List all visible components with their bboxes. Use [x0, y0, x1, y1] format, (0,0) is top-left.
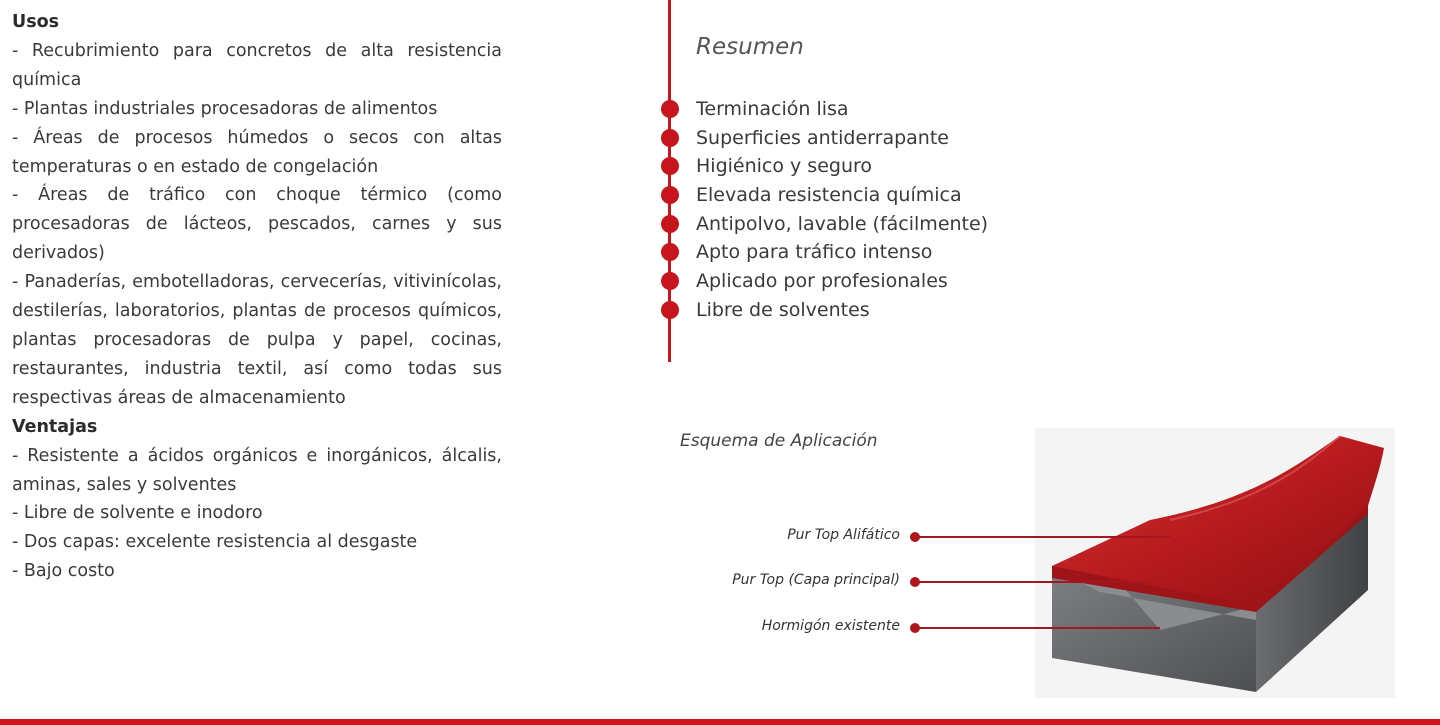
resumen-item-label: Libre de solventes	[696, 298, 870, 321]
resumen-item-label: Elevada resistencia química	[696, 184, 962, 207]
usos-heading: Usos	[12, 12, 60, 32]
label-top-coat: Pur Top Alifático	[787, 527, 900, 543]
usos-item: - Plantas industriales procesadoras de alimentos	[12, 98, 438, 119]
resumen-item-label: Apto para tráfico intenso	[696, 241, 933, 264]
resumen-item-label: Antipolvo, lavable (fácilmente)	[696, 212, 989, 235]
bottom-accent-bar	[0, 719, 1440, 725]
leader-dot-icon	[910, 623, 920, 633]
ventajas-heading: Ventajas	[12, 416, 98, 437]
esquema-title: Esquema de Aplicación	[680, 431, 878, 451]
usos-item: - Recubrimiento para concretos de alta resistencia química	[12, 40, 502, 90]
resumen-item-label: Aplicado por profesionales	[696, 270, 948, 293]
label-main-coat: Pur Top (Capa principal)	[732, 572, 900, 588]
resumen-item-label: Higiénico y seguro	[696, 155, 873, 178]
leader-dot-icon	[910, 532, 920, 542]
resumen-item-label: Superficies antiderrapante	[696, 126, 949, 149]
usos-item: - Áreas de procesos húmedos o secos con altas temperaturas o en estado de congelación	[12, 127, 502, 177]
label-concrete: Hormigón existente	[761, 618, 900, 634]
resumen-title: Resumen	[696, 34, 804, 60]
resumen-item-label: Terminación lisa	[696, 98, 849, 120]
ventajas-item: - Bajo costo	[12, 561, 115, 582]
ventajas-item: - Libre de solvente e inodoro	[12, 503, 263, 524]
usos-item: - Panaderías, embotelladoras, cervecerías, vitivinícolas, destilerías, laboratorios, plantas de procesos químicos, plantas procesadoras de pulpa y papel, cocinas, restaurantes, industria textil, así como todas sus respectivas áreas de almacenamiento	[12, 272, 502, 408]
ventajas-item: - Dos capas: excelente resistencia al desgaste	[12, 532, 418, 553]
ventajas-item: - Resistente a ácidos orgánicos e inorgánicos, álcalis, aminas, sales y solventes	[12, 445, 502, 495]
leader-dot-icon	[910, 577, 920, 587]
usos-item: - Áreas de tráfico con choque térmico (como procesadoras de lácteos, pescados, carnes y sus derivados)	[12, 185, 502, 264]
